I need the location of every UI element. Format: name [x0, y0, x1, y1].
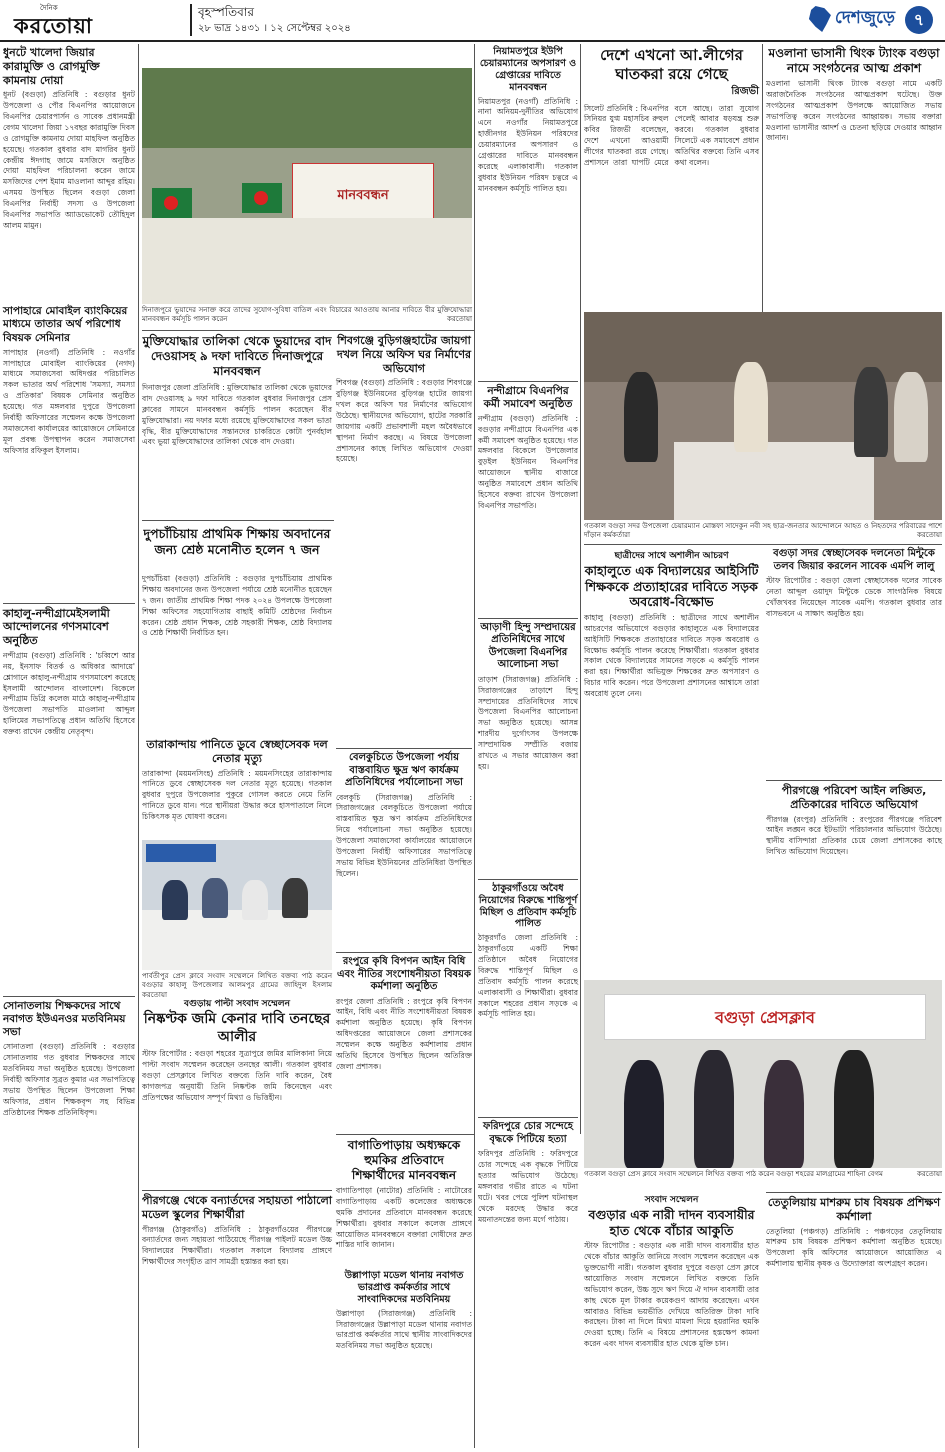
photo-hospital-visit	[584, 312, 942, 520]
person	[694, 1050, 734, 1168]
article-dupchanchia: দুপচাঁচিয়া (বগুড়া) প্রতিনিধি : বগুড়ার দুপচাঁচিয়ায় প্রাথমিক শিক্ষায় অবদানের জন্য উপজেলা পর্যায়ে শ্রেষ্ঠ মনোনীত হয়েছেন ৭ জন। জাতীয় প্রাথমিক শিক্ষা পদক ২০২৪ উপলক্ষে উপজেলা শিক্ষা অফিসের সহযোগিতায় বাছাই কমিটি শ্রেষ্ঠদের নির্বাচন করেন। শ্রেষ্ঠ প্রধান শিক্ষক, শ্রেষ্ঠ সহকারী শিক্ষক, শ্রেষ্ঠ বিদ্যালয় ও শ্রেষ্ঠ শিক্ষার্থী নির্বাচিত হন।	[142, 574, 332, 638]
article-rangpur-agri: রংপুর জেলা প্রতিনিধি : রংপুরে কৃষি বিপণন আইন, বিধি এবং নীতি সংশোধনীয়তা বিষয়ক কর্মশালা অনুষ্ঠিত হয়েছে। কৃষি বিপণন অধিদপ্তরের আয়োজনে জেলা প্রশাসকের সম্মেলন কক্ষে অনুষ্ঠিত কর্মশালায় প্রধান অতিথি হিসেবে উপস্থিত ছিলেন অতিরিক্ত জেলা প্রশাসক।	[336, 996, 472, 1071]
column-rule	[474, 44, 475, 1448]
headline-faridpur: ফরিদপুরে চোর সন্দেহে বৃদ্ধকে পিটিয়ে হত্যা	[478, 1117, 578, 1146]
pirganj-relief-block	[142, 1190, 332, 1445]
dupchanchia-headline-box	[142, 526, 332, 570]
tetulia-block	[766, 1192, 942, 1447]
photo-credit: করতোয়া	[917, 1170, 942, 1178]
article-thakurgaon: ঠাকুরগাঁও জেলা প্রতিনিধি : ঠাকুরগাঁওয়ে একটি শিক্ষা প্রতিষ্ঠানে অবৈধ নিয়োগের বিরুদ্ধে শান্তিপূর্ণ মিছিল ও প্রতিবাদ কর্মসূচি পালন করেছে এলাকাবাসী ও শিক্ষার্থীরা। বুধবার সকালে শহরের প্রধান সড়কে এ কর্মসূচি পালিত হয়।	[478, 933, 578, 1019]
caption-text: গতকাল বগুড়া প্রেস ক্লাবে সংবাদ সম্মেলনে লিখিত বক্তব্য পাঠ করেন বগুড়া শহরের মালগ্রামের শাহিনা বেগম	[584, 1170, 883, 1178]
article-bagatipara: বাগাতিপাড়া (নাটোর) প্রতিনিধি : নাটোরের বাগাতিপাড়ায় একটি কলেজের অধ্যক্ষকে হুমকি প্রদানের প্রতিবাদে মানববন্ধন করেছে শিক্ষার্থীরা। বুধবার সকালে কলেজ প্রাঙ্গণে আয়োজিত মানববন্ধনে বক্তারা দোষীদের দ্রুত শাস্তির দাবি জানান।	[336, 1186, 472, 1250]
press-club-banner	[604, 994, 926, 1040]
headline-tonser-ali: নিষ্কণ্টক জমি কেনার দাবি তনছের আলীর	[143, 1011, 331, 1045]
headline-pirganj-relief: পীরগঞ্জে থেকে বন্যার্তদের সহায়তা পাঠালো মডেল স্কুলের শিক্ষার্থীরা	[142, 1190, 332, 1222]
photo-dinajpur-human-chain	[142, 68, 472, 304]
column-rule	[138, 44, 139, 1448]
headline-nandigram-bnp: নন্দীগ্রামে বিএনপির কর্মী সমাবেশ অনুষ্ঠিত	[478, 381, 578, 411]
article-kahalu-teacher: কাহালু (বগুড়া) প্রতিনিধি : ছাত্রীদের সাথে অশালীন আচরণের অভিযোগে বগুড়ার কাহালুতে এক বিদ্যালয়ের আইসিটি শিক্ষককে প্রত্যাহারের দাবিতে সড়ক অবরোধ ও বিক্ষোভ কর্মসূচি পালন করেছে শিক্ষার্থীরা। গতকাল বুধবার সকাল থেকে বিদ্যালয়ের সামনের সড়কে এ কর্মসূচি পালন করা হয়। শিক্ষার্থীরা অভিযুক্ত শিক্ষকের দ্রুত অপসারণ ও বিচার দাবি করেন। পরে উপজেলা প্রশাসনের আশ্বাসে তারা অবরোধ তুলে নেন।	[584, 612, 759, 698]
headline-tetulia: তেতুলিয়ায় মাশরুম চাষ বিষয়ক প্রশিক্ষণ কর্মশালা	[766, 1192, 942, 1224]
bagatipara-block	[336, 1138, 472, 1438]
belkuchi-block	[336, 748, 472, 948]
article-dinajpur: দিনাজপুর জেলা প্রতিনিধি : মুক্তিযোদ্ধার তালিকা থেকে ভুয়াদের বাদ দেওয়াসহ ৯ দফা দাবিতে গতকাল বুধবার দিনাজপুর প্রেস ক্লাবের সামনে মানববন্ধন কর্মসূচি পালন করেছেন বীর মুক্তিযোদ্ধারা। নয় দফার মধ্যে রয়েছে মুক্তিযোদ্ধাদের সকল ভাতা বৃদ্ধি, বীর মুক্তিযোদ্ধাদের সন্তানদের চাকরিতে কোটা পুনর্বহাল এবং ভুয়া মুক্তিযোদ্ধাদের তালিকা থেকে বাদ দেওয়া।	[142, 383, 332, 447]
headline-credit-rizvi: রিজভী	[731, 85, 759, 97]
person	[854, 367, 888, 457]
person	[162, 880, 188, 920]
headline-sonatala: সোনাতলায় শিক্ষকদের সাথে নবাগত ইউএনওর মতবিনিময় সভা	[3, 996, 135, 1039]
article-belkuchi: বেলকুচি (সিরাজগঞ্জ) প্রতিনিধি : সিরাজগঞ্জের বেলকুচিতে উপজেলা পর্যায়ে বাস্তবায়িত ক্ষুদ্র ঋণ কার্যক্রম প্রতিনিধিদের নিয়ে পর্যালোচনা সভা অনুষ্ঠিত হয়েছে। উপজেলা সমাজসেবা কার্যালয়ের আয়োজনে উপজেলা নির্বাহী অফিসারের সভাপতিত্বে সভায় বিভিন্ন ইউনিয়নের প্রতিনিধিরা উপস্থিত ছিলেন।	[336, 792, 472, 878]
photo-credit: করতোয়া	[142, 990, 167, 999]
headline-belkuchi: বেলকুচিতে উপজেলা পর্যায় বাস্তবায়িত ক্ষুদ্র ঋণ কার্যক্রম প্রতিনিধিদের পর্যালোচনা সভা	[336, 748, 472, 790]
headline-pirganj-environment: পীরগঞ্জে পরিবেশ আইন লঙ্ঘিত, প্রতিকারের দাবিতে অভিযোগ	[766, 780, 942, 812]
article-sapahar: সাপাহার (নওগাঁ) প্রতিনিধি : নওগাঁর সাপাহারে মোবাইল ব্যাংকিয়ের (নগদ) মাধ্যমে সমাজসেবা অধিদপ্তর পরিচালিত সকল ভাতার অর্থ পরিশোধ 'সমস্যা, সমস্যা ও প্রতিকার' বিষয়ক সেমিনার অনুষ্ঠিত হয়েছে। গত মঙ্গলবার দুপুরে উপজেলা নির্বাহী অফিসারের সম্মেলন কক্ষে উপজেলা সমাজসেবা কার্যালয়ের আয়োজনে সেমিনারে মূল প্রবন্ধ উপস্থাপন করেন সমাজসেবা অফিসার রফিকুল ইসলাম।	[3, 347, 135, 455]
photo-credit: করতোয়া	[447, 315, 472, 324]
headline-thakurgaon: ঠাকুরগাঁওয়ে অবৈধ নিয়োগের বিরুদ্ধে শান্তিপূর্ণ মিছিল ও প্রতিবাদ কর্মসূচি পালিত	[478, 879, 578, 931]
article-bhasani: মওলানা ভাসানী থিংক ট্যাংক বগুড়া নামে একটি অরাজনৈতিক সংগঠনের আত্মপ্রকাশ ঘটেছে। উক্ত সংগঠনের আত্মপ্রকাশ উপলক্ষে আয়োজিত সভায় সভাপতিত্ব করেন সংগঠনের আহ্বায়ক। সভায় বক্তারা মওলানা ভাসানীর আদর্শ ও চেতনা ছড়িয়ে দেওয়ার আহ্বান জানান।	[766, 79, 942, 143]
photo-credit: করতোয়া	[917, 531, 942, 540]
article-tarakanda: তারাকান্দা (ময়মনসিংহ) প্রতিনিধি : ময়মনসিংহের তারাকান্দায় পানিতে ডুবে স্বেচ্ছাসেবক দল নেতার মৃত্যু হয়েছে। গতকাল বুধবার দুপুরে উপজেলার পুকুরে গোসল করতে নেমে তিনি পানিতে ডুবে যান। পরে স্থানীয়রা উদ্ধার করে হাসপাতালে নিলে চিকিৎসক মৃত ঘোষণা করেন।	[142, 768, 332, 821]
article-tonser-ali: স্টাফ রিপোর্টার : বগুড়া শহরের সুত্রাপুরে জমির মালিকানা নিয়ে পাল্টা সংবাদ সম্মেলন করেছেন তনছের আলী। গতকাল বুধবার বগুড়া প্রেসক্লাবে লিখিত বক্তব্যে তিনি দাবি করেন, বৈধ কাগজপত্র অনুযায়ী তিনি নিষ্কণ্টক জমি কিনেছেন এবং প্রতিপক্ষের অভিযোগ সম্পূর্ণ মিথ্যা ও ভিত্তিহীন।	[142, 1049, 332, 1102]
article-tarash-hindu: তাড়াশ (সিরাজগঞ্জ) প্রতিনিধি : সিরাজগঞ্জের তাড়াশে হিন্দু সম্প্রদায়ের প্রতিনিধিদের সাথে উপজেলা বিএনপির আলোচনা সভা অনুষ্ঠিত হয়েছে। আসন্ন শারদীয় দুর্গোৎসব উপলক্ষে সাম্প্রদায়িক সম্প্রীতি বজায় রাখতে এ সভার আয়োজন করা হয়।	[478, 674, 578, 771]
person	[282, 878, 308, 918]
tarakanda-block	[142, 738, 332, 833]
headline-dinajpur-freedom-fighters: মুক্তিযোদ্ধার তালিকা থেকে ভুয়াদের বাদ দেওয়াসহ ৯ দফা দাবিতে দিনাজপুরে মানববন্ধন	[142, 334, 332, 378]
section-rule	[142, 520, 334, 521]
headline-tarash-hindu: আড়াণী হিন্দু সম্প্রদায়ের প্রতিনিধিদের সাথে উপজেলা বিএনপির আলোচনা সভা	[478, 618, 578, 672]
photo-crowd	[142, 218, 472, 304]
flag	[242, 183, 282, 213]
column-1	[3, 46, 135, 1446]
banner-text: বগুড়া প্রেসক্লাব	[715, 1008, 815, 1027]
headline-shibganj: শিবগঞ্জে বুড়িগঞ্জহাটের জায়গা দখল নিয়ে অফিস ঘর নির্মাণের অভিযোগ	[336, 334, 472, 375]
photo-caption-press-2	[584, 1170, 942, 1190]
headline-kahalu-teacher: কাহালুতে এক বিদ্যালয়ের আইসিটি শিক্ষককে প্রত্যাহারের দাবিতে সড়ক অবরোধ-বিক্ষোভ	[584, 563, 759, 610]
banner-text: মানববন্ধন	[337, 188, 389, 203]
paper-logo: করতোয়া	[14, 13, 93, 38]
paper-kicker: দৈনিক	[40, 4, 58, 12]
flag-circle	[164, 196, 178, 210]
article-rizvi: সিলেট প্রতিনিধি : বিএনপির সিনিয়র যুগ্ম মহাসচিব রুহুল কবির রিজভী বলেছেন, দেশে এখনো আওয়ামী লীগের ঘাতকরা রয়ে গেছে। প্রশাসনে তারা ঘাপটি মেরে বসে আছে। তারা সুযোগ পেলেই আবার ষড়যন্ত্র শুরু করবে। গতকাল বুধবার সিলেটে এক সমাবেশে প্রধান অতিথির বক্তব্যে তিনি এসব কথা বলেন।	[584, 103, 759, 167]
page-number: ৭	[905, 6, 933, 34]
article-faridpur: ফরিদপুর প্রতিনিধি : ফরিদপুরে চোর সন্দেহে এক বৃদ্ধকে পিটিয়ে হত্যার অভিযোগ উঠেছে। মঙ্গলবার গভীর রাতে এ ঘটনা ঘটে। খবর পেয়ে পুলিশ ঘটনাস্থল থেকে মরদেহ উদ্ধার করে ময়নাতদন্তের জন্য মর্গে পাঠায়।	[478, 1149, 578, 1224]
section-rule	[336, 1134, 474, 1135]
article-volunteer-leader: স্টাফ রিপোর্টার : বগুড়া জেলা স্বেচ্ছাসেবক দলের সাবেক নেতা আব্দুল ওয়াদুদ মিন্টুকে ডেকে সাংগঠনিক বিষয়ে খোঁজখবর নিয়েছেন সাবেক এমপি। গতকাল বুধবার তার বাসভবনে এ সাক্ষাৎ অনুষ্ঠিত হয়।	[766, 576, 942, 618]
headline-tarakanda: তারাকান্দায় পানিতে ডুবে স্বেচ্ছাসেবক দল নেতার মৃত্যু	[146, 738, 328, 765]
section-rule	[142, 330, 474, 331]
person	[202, 878, 228, 918]
photo-press-conference-2	[584, 980, 942, 1168]
headline-kahalu-nandigram: কাহালু-নন্দীগ্রামেইসলামী আন্দোলনের গণসমাবেশ অনুষ্ঠিত	[3, 603, 135, 648]
kicker-kahalu: ছাত্রীদের সাথে অশালীন আচরণ	[614, 551, 729, 561]
issue-day: বৃহস্পতিবার	[198, 5, 254, 19]
person	[764, 1060, 804, 1168]
caption-text: গতকাল বগুড়া সদর উপজেলা চেয়ারম্যান মোস্তফা সাদেকুন নবী সহ ছাত্র-জনতার আন্দোলনে আহত ও নিহতদের পরিবারের পাশে দাঁড়ান কর্মকর্তারা	[584, 522, 942, 540]
article-tetulia: তেতুলিয়া (পঞ্চগড়) প্রতিনিধি : পঞ্চগড়ের তেতুলিয়ায় মাশরুম চাষ বিষয়ক প্রশিক্ষণ কর্মশালা অনুষ্ঠিত হয়েছে। উপজেলা কৃষি অফিসের আয়োজনে আয়োজিত এ কর্মশালায় স্থানীয় কৃষক ও উদ্যোক্তারা অংশগ্রহণ করেন।	[766, 1226, 942, 1269]
column-4	[478, 46, 578, 1446]
article-pirganj-relief: পীরগঞ্জ (ঠাকুরগাঁও) প্রতিনিধি : ঠাকুরগাঁওয়ের পীরগঞ্জে বন্যার্তদের জন্য সহায়তা পাঠিয়েছে পীরগঞ্জ পাইলট মডেল উচ্চ বিদ্যালয়ের শিক্ষার্থীরা। গতকাল সকালে বিদ্যালয় প্রাঙ্গণে শিক্ষার্থীদের সংগৃহীত ত্রাণ সামগ্রী হস্তান্তর করা হয়।	[142, 1224, 332, 1267]
headline-bhasani: মওলানা ভাসানী থিংক ট্যাংক বগুড়া নামে সংগঠনের আত্ম প্রকাশ	[768, 46, 940, 75]
tonser-ali-block	[142, 996, 332, 1186]
article-nandigram-bnp: নন্দীগ্রাম (বগুড়া) প্রতিনিধি : বগুড়ার নন্দীগ্রামে বিএনপির এক কর্মী সমাবেশ অনুষ্ঠিত হয়েছে। গত মঙ্গলবার বিকেলে উপজেলার বুড়ইল ইউনিয়ন বিএনপির আয়োজনে স্থানীয় বাজারে অনুষ্ঠিত সমাবেশে প্রধান অতিথি হিসেবে বক্তব্য রাখেন উপজেলা বিএনপির সভাপতি।	[478, 413, 578, 510]
column-rule	[580, 44, 581, 1134]
photo-caption-press-1	[142, 972, 332, 999]
article-pirganj-environment: পীরগঞ্জ (রংপুর) প্রতিনিধি : রংপুরের পীরগঞ্জে পরিবেশ আইন লঙ্ঘন করে ইটভাটা পরিচালনার অভিযোগ উঠেছে। স্থানীয় বাসিন্দারা প্রতিকার চেয়ে জেলা প্রশাসকের কাছে লিখিত অভিযোগ দিয়েছেন।	[766, 814, 942, 857]
issue-date: ২৮ ভাদ্র ১৪৩১ । ১২ সেপ্টেম্বর ২০২৪	[198, 23, 351, 34]
headline-dadon: বগুড়ার এক নারী দাদন ব্যবসায়ীর হাত থেকে বাঁচার আকুতি	[588, 1207, 755, 1238]
section-title	[809, 4, 895, 34]
section-label: দেশজুড়ে	[834, 8, 895, 28]
headline-rizvi: দেশে এখনো আ.লীগের ঘাতকরা রয়ে গেছে	[600, 46, 743, 83]
person	[834, 1050, 874, 1168]
headline-rangpur-agri: রংপুরে কৃষি বিপণন আইন বিধি এবং নীতির সংশোধনীয়তা বিষয়ক কর্মশালা অনুষ্ঠিত	[336, 952, 472, 994]
headline-volunteer-leader: বগুড়া সদর স্বেচ্ছাসেবক দলনেতা মিন্টুকে তলব জিয়ার করলেন সাবেক এমপি লালু	[773, 548, 935, 572]
headline-niamatpur: নিয়ামতপুরে ইউপি চেয়ারম্যানের অপসারণ ও গ্রেপ্তারের দাবিতে মানববন্ধন	[479, 46, 577, 93]
rangpur-agri-block	[336, 952, 472, 1132]
press-club-logo	[146, 844, 216, 862]
kicker-dadon: সংবাদ সম্মেলন	[644, 1195, 699, 1205]
person	[242, 880, 268, 920]
kahalu-teacher-block	[584, 548, 759, 978]
photo-trees	[142, 68, 472, 148]
section-rule	[584, 544, 942, 545]
flag-circle	[254, 191, 268, 205]
caption-text: পার্বতীপুর প্রেস ক্লাবে সংবাদ সম্মেলনে লিখিত বক্তব্য পাঠ করেন বগুড়ার কাহালু উপজেলার আলমপুর গ্রামের জাহিদুল ইসলাম	[142, 972, 332, 990]
masthead	[0, 0, 945, 42]
article-dadon: স্টাফ রিপোর্টার : বগুড়ার এক নারী দাদন ব্যবসায়ীর হাত থেকে বাঁচার আকুতি জানিয়ে সংবাদ সম্মেলন করেছেন এক ভুক্তভোগী নারী। গতকাল বুধবার দুপুরে বগুড়া প্রেস ক্লাবে আয়োজিত সংবাদ সম্মেলনে লিখিত বক্তব্যে তিনি অভিযোগ করেন, উচ্চ সুদে ঋণ দিয়ে ঐ দাদন ব্যবসায়ী তার কাছ থেকে মূল টাকার কয়েকগুণ আদায় করেছেন। এখন আবারও বিভিন্ন ভয়ভীতি দেখিয়ে অতিরিক্ত টাকা দাবি করছেন। টাকা না দিলে মিথ্যা মামলা দিয়ে হয়রানির হুমকি দেওয়া হচ্ছে। তিনি এ বিষয়ে প্রশাসনের হস্তক্ষেপ কামনা করেন এবং দাদন ব্যবসায়ীর হাত থেকে মুক্তি চান।	[584, 1241, 759, 1349]
masthead-divider	[190, 4, 192, 36]
headline-sapahar: সাপাহারে মোবাইল ব্যাংকিয়ের মাধ্যমে তাতার অর্থ পরিশোধ বিষয়ক সেমিনার	[3, 305, 128, 344]
photo-bed	[674, 442, 874, 520]
article-kahalu-nandigram: নন্দীগ্রাম (বগুড়া) প্রতিনিধি : 'চব্বিশে আর নয়, ইনসাফ বিতর্ক ও অধিকার আদায়ে' শ্লোগানে কাহালু-নন্দীগ্রাম গণসমাবেশ করেছে ইসলামী আন্দোলন বাংলাদেশ। বিকেলে নন্দীগ্রাম ডিগ্রি কলেজ মাঠে কাহালু-নন্দীগ্রাম উপজেলা সভাপতি মাওলানা আব্দুল হালিমের সভাপতিত্বে প্রধান অতিথি হিসেবে বক্তব্য রাখেন কেন্দ্রীয় নেতৃবৃন্দ।	[3, 650, 135, 736]
headline-dhunat: ধুনটে খালেদা জিয়ার কারামুক্তি ও রোগমুক্তি কামনায় দোয়া	[3, 46, 100, 87]
person	[734, 362, 768, 452]
article-sonatala: সোনাতলা (বগুড়া) প্রতিনিধি : বগুড়ার সোনাতলায় গত বুধবার শিক্ষকদের সাথে মতবিনিময় সভা অনুষ্ঠিত হয়েছে। উপজেলা নির্বাহী অফিসার সুব্রত কুমার এর সভাপতিত্বে সভায় উপস্থিত ছিলেন উপজেলা শিক্ষা অফিসার, প্রধান শিক্ষকবৃন্দ সহ বিভিন্ন প্রতিষ্ঠানের শিক্ষক প্রতিনিধিবৃন্দ।	[3, 1042, 135, 1117]
dadon-block	[584, 1192, 759, 1447]
article-niamatpur: নিয়ামতপুর (নওগাঁ) প্রতিনিধি : নানা অনিয়ম-দুর্নীতির অভিযোগ এনে নওগাঁর নিয়ামতপুরে হাজীনগর ইউনিয়ন পরিষদের চেয়ারম্যানের অপসারণ ও গ্রেপ্তারের দাবিতে মানববন্ধন করেছে এলাকাবাসী। গতকাল বুধবার ইউনিয়ন পরিষদ চত্বরে এ মানববন্ধন কর্মসূচি পালিত হয়।	[478, 96, 578, 193]
caption-text: দিনাজপুরে ভুয়াদের সনাক্ত করে তাদের সুযোগ-সুবিধা বাতিল এবং বিচারের আওতায় আনার দাবিতে বীর মুক্তিযোদ্ধারা মানববন্ধন কর্মসূচি পালন করেন	[142, 306, 472, 324]
flag	[152, 188, 192, 218]
photo-caption-dinajpur	[142, 306, 472, 328]
photo-caption-hospital	[584, 522, 942, 542]
bangladesh-map-icon	[809, 6, 831, 32]
article-shibganj: শিবগঞ্জ (বগুড়া) প্রতিনিধি : বগুড়ার শিবগঞ্জে বুড়িগঞ্জ ইউনিয়নের বুড়িগঞ্জ হাটের জায়গা দখল করে অফিস ঘর নির্মাণের অভিযোগ উঠেছে। স্থানীয়দের অভিযোগ, হাটের সরকারি জায়গায় একটি প্রভাবশালী মহল অবৈধভাবে স্থাপনা নির্মাণ করছে। এ বিষয়ে উপজেলা প্রশাসনের কাছে লিখিত অভিযোগ দেওয়া হয়েছে।	[336, 378, 472, 464]
article-ullapara: উল্লাপাড়া (সিরাজগঞ্জ) প্রতিনিধি : সিরাজগঞ্জের উল্লাপাড়া মডেল থানায় নবাগত ভারপ্রাপ্ত কর্মকর্তার সাথে স্থানীয় সাংবাদিকদের মতবিনিময় সভা অনুষ্ঠিত হয়েছে।	[336, 1308, 472, 1351]
photo-press-conference-1	[142, 840, 332, 970]
kicker-bogura-press: বগুড়ায় পাল্টা সংবাদ সম্মেলন	[183, 999, 290, 1009]
person	[624, 1060, 664, 1168]
photo-banner	[292, 163, 434, 225]
column-3-top	[336, 334, 472, 744]
headline-bagatipara: বাগাতিপাড়ায় অধ্যক্ষকে হুমকির প্রতিবাদে শিক্ষার্থীদের মানববন্ধন	[347, 1138, 461, 1182]
person	[624, 372, 658, 462]
article-dhunat: ধুনট (বগুড়া) প্রতিনিধি : বগুড়ার ধুনট উপজেলা ও পৌর বিএনপির আয়োজনে বিএনপির চেয়ারপার্সন ও সাবেক প্রধানমন্ত্রী বেগম খালেদা জিয়া ১৭বছর কারামুক্তি দিবস ও রোগমুক্তি কামনায় দোয়া মাহফিল অনুষ্ঠিত হয়েছে। গতকাল বুধবার বাদ মাগরিব ধুনট কেন্দ্রীয় ঈদগাহ জামে মসজিদে অনুষ্ঠিত দোয়া মাহফিল পরিচালনা করেন জামে মসজিদের পেশ ইমাম মাওলানা আব্দুর রহিম। এসময় উপস্থিত ছিলেন বগুড়া জেলা বিএনপির নির্বাহী সদস্য ও উপজেলা বিএনপির সভাপতি অ্যাডভোকেট তৌহিদুল আলম মামুন।	[3, 90, 135, 230]
headline-dupchanchia: দুপচাঁচিয়ায় প্রাথমিক শিক্ষায় অবদানের জন্য শ্রেষ্ঠ মনোনীত হলেন ৭ জন	[143, 526, 331, 557]
person	[894, 372, 928, 462]
headline-ullapara: উল্লাপাড়া মডেল থানায় নবাগত ভারপ্রাপ্ত কর্মকর্তার সাথে সাংবাদিকদের মতবিনিময়	[344, 1270, 464, 1305]
